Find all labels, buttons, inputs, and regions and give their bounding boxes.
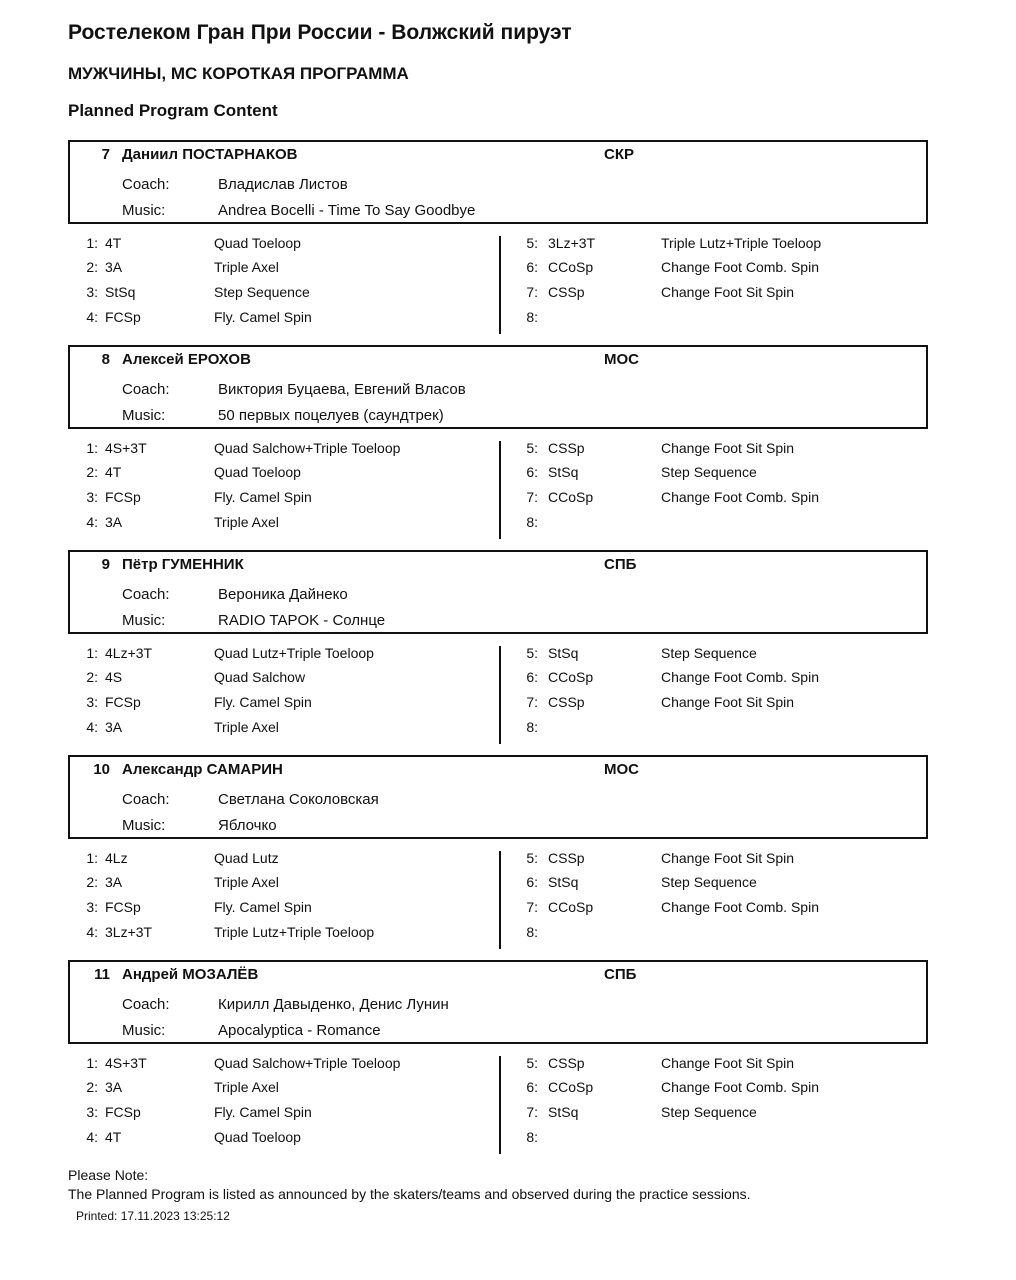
- element-code: 4Lz: [105, 850, 128, 866]
- coach-name: Кирилл Давыденко, Денис Лунин: [218, 996, 449, 1013]
- element-code: 3Lz+3T: [105, 924, 153, 940]
- skater-name: Пётр ГУМЕННИК: [122, 556, 244, 573]
- element-number: 5:: [526, 235, 538, 251]
- element-description: Triple Axel: [214, 259, 279, 275]
- coach-name: Вероника Дайнеко: [218, 586, 348, 603]
- element-number: 8:: [526, 719, 538, 735]
- element-code: 4T: [105, 235, 122, 251]
- element-code: FCSp: [105, 309, 141, 325]
- element-description: Quad Salchow+Triple Toeloop: [214, 1055, 401, 1071]
- element-number: 8:: [526, 514, 538, 530]
- element-code: FCSp: [105, 489, 141, 505]
- element-number: 8:: [526, 309, 538, 325]
- element-code: CSSp: [548, 284, 585, 300]
- column-divider: [499, 1056, 501, 1154]
- element-code: CCoSp: [548, 489, 594, 505]
- skater-club: СПБ: [604, 556, 637, 573]
- column-divider: [499, 851, 501, 949]
- element-number: 4:: [86, 514, 98, 530]
- element-code: 4S: [105, 669, 123, 685]
- element-description: Step Sequence: [214, 284, 310, 300]
- music-label: Music:: [122, 407, 166, 424]
- element-number: 2:: [86, 464, 98, 480]
- element-description: Triple Lutz+Triple Toeloop: [214, 924, 375, 940]
- element-number: 3:: [86, 899, 98, 915]
- element-description: Change Foot Sit Spin: [661, 850, 795, 866]
- elements-list: [68, 550, 928, 735]
- coach-label: Coach:: [122, 381, 170, 398]
- element-code: CCoSp: [548, 899, 594, 915]
- element-description: Fly. Camel Spin: [214, 899, 312, 915]
- coach-name: Светлана Соколовская: [218, 791, 379, 808]
- element-code: StSq: [105, 284, 136, 300]
- element-number: 6:: [526, 464, 538, 480]
- music-title: Яблочко: [218, 817, 277, 834]
- element-description: Triple Axel: [214, 874, 279, 890]
- element-description: Step Sequence: [661, 874, 757, 890]
- element-code: StSq: [548, 645, 579, 661]
- element-description: Fly. Camel Spin: [214, 309, 312, 325]
- skater-name: Алексей ЕРОХОВ: [122, 351, 251, 368]
- element-number: 4:: [86, 1129, 98, 1145]
- element-description: Change Foot Comb. Spin: [661, 259, 819, 275]
- skater-club: МОС: [604, 351, 639, 368]
- skater-name: Даниил ПОСТАРНАКОВ: [122, 146, 298, 163]
- element-number: 2:: [86, 259, 98, 275]
- skater-start-number: 11: [94, 966, 110, 983]
- element-code: 4T: [105, 1129, 122, 1145]
- element-description: Step Sequence: [661, 645, 757, 661]
- element-description: Quad Salchow+Triple Toeloop: [214, 440, 401, 456]
- element-code: CCoSp: [548, 669, 594, 685]
- skater-club: МОС: [604, 761, 639, 778]
- element-number: 7:: [526, 489, 538, 505]
- element-number: 3:: [86, 1104, 98, 1120]
- element-description: Change Foot Sit Spin: [661, 284, 795, 300]
- element-code: FCSp: [105, 694, 141, 710]
- element-number: 5:: [526, 1055, 538, 1071]
- element-number: 5:: [526, 850, 538, 866]
- element-code: 4S+3T: [105, 1055, 147, 1071]
- element-description: Change Foot Comb. Spin: [661, 489, 819, 505]
- document-title: Ростелеком Гран При России - Волжский пируэт: [68, 21, 572, 44]
- element-description: Triple Lutz+Triple Toeloop: [661, 235, 822, 251]
- skater-club: СКР: [604, 146, 634, 163]
- element-code: CSSp: [548, 850, 585, 866]
- element-number: 1:: [86, 850, 98, 866]
- element-code: 3Lz+3T: [548, 235, 596, 251]
- music-title: Andrea Bocelli - Time To Say Goodbye: [218, 202, 476, 219]
- music-title: RADIO TAPOK - Солнце: [218, 612, 386, 629]
- column-divider: [499, 441, 501, 539]
- element-code: StSq: [548, 874, 579, 890]
- element-number: 1:: [86, 235, 98, 251]
- element-description: Change Foot Comb. Spin: [661, 899, 819, 915]
- element-description: Change Foot Comb. Spin: [661, 1079, 819, 1095]
- element-number: 2:: [86, 874, 98, 890]
- music-label: Music:: [122, 612, 166, 629]
- element-code: CSSp: [548, 694, 585, 710]
- element-description: Change Foot Comb. Spin: [661, 669, 819, 685]
- element-code: FCSp: [105, 899, 141, 915]
- element-number: 6:: [526, 874, 538, 890]
- music-label: Music:: [122, 817, 166, 834]
- element-number: 3:: [86, 489, 98, 505]
- element-description: Quad Toeloop: [214, 235, 301, 251]
- printed-timestamp: Printed: 17.11.2023 13:25:12: [76, 1209, 230, 1223]
- element-code: 3A: [105, 719, 123, 735]
- element-description: Step Sequence: [661, 464, 757, 480]
- element-number: 5:: [526, 440, 538, 456]
- note-label: Please Note:: [68, 1167, 149, 1183]
- element-number: 3:: [86, 694, 98, 710]
- element-code: 3A: [105, 874, 123, 890]
- coach-label: Coach:: [122, 586, 170, 603]
- element-code: 4Lz+3T: [105, 645, 153, 661]
- element-description: Fly. Camel Spin: [214, 489, 312, 505]
- section-title: Planned Program Content: [68, 101, 278, 120]
- elements-list: [68, 345, 928, 530]
- element-description: Triple Axel: [214, 514, 279, 530]
- element-number: 7:: [526, 694, 538, 710]
- element-number: 8:: [526, 1129, 538, 1145]
- element-code: CSSp: [548, 1055, 585, 1071]
- element-description: Quad Lutz: [214, 850, 279, 866]
- element-number: 4:: [86, 309, 98, 325]
- column-divider: [499, 236, 501, 334]
- element-code: StSq: [548, 464, 579, 480]
- element-number: 1:: [86, 440, 98, 456]
- element-description: Change Foot Sit Spin: [661, 694, 795, 710]
- element-number: 6:: [526, 1079, 538, 1095]
- music-title: 50 первых поцелуев (саундтрек): [218, 407, 444, 424]
- skater-start-number: 7: [101, 146, 110, 163]
- music-label: Music:: [122, 1022, 166, 1039]
- element-description: Step Sequence: [661, 1104, 757, 1120]
- element-code: 3A: [105, 514, 123, 530]
- element-number: 4:: [86, 924, 98, 940]
- elements-list: [68, 755, 928, 940]
- skater-start-number: 10: [93, 761, 110, 778]
- coach-label: Coach:: [122, 996, 170, 1013]
- element-description: Quad Salchow: [214, 669, 306, 685]
- element-code: CCoSp: [548, 1079, 594, 1095]
- element-code: FCSp: [105, 1104, 141, 1120]
- element-code: StSq: [548, 1104, 579, 1120]
- coach-name: Владислав Листов: [218, 176, 348, 193]
- element-number: 7:: [526, 284, 538, 300]
- coach-label: Coach:: [122, 791, 170, 808]
- element-description: Quad Lutz+Triple Toeloop: [214, 645, 374, 661]
- column-divider: [499, 646, 501, 744]
- element-code: 4S+3T: [105, 440, 147, 456]
- elements-list: [68, 960, 928, 1145]
- element-number: 4:: [86, 719, 98, 735]
- element-description: Change Foot Sit Spin: [661, 440, 795, 456]
- music-label: Music:: [122, 202, 166, 219]
- skater-name: Андрей МОЗАЛЁВ: [122, 966, 259, 983]
- event-subtitle: МУЖЧИНЫ, МС КОРОТКАЯ ПРОГРАММА: [68, 64, 409, 83]
- element-description: Quad Toeloop: [214, 1129, 301, 1145]
- coach-label: Coach:: [122, 176, 170, 193]
- skater-club: СПБ: [604, 966, 637, 983]
- skater-start-number: 9: [101, 556, 110, 573]
- elements-list: [68, 140, 928, 325]
- element-number: 2:: [86, 1079, 98, 1095]
- element-number: 6:: [526, 259, 538, 275]
- element-code: CSSp: [548, 440, 585, 456]
- element-number: 2:: [86, 669, 98, 685]
- music-title: Apocalyptica - Romance: [218, 1022, 381, 1039]
- element-code: 3A: [105, 1079, 123, 1095]
- element-code: CCoSp: [548, 259, 594, 275]
- element-number: 5:: [526, 645, 538, 661]
- element-description: Fly. Camel Spin: [214, 1104, 312, 1120]
- skater-start-number: 8: [101, 351, 110, 368]
- element-number: 3:: [86, 284, 98, 300]
- element-description: Quad Toeloop: [214, 464, 301, 480]
- element-code: 4T: [105, 464, 122, 480]
- coach-name: Виктория Буцаева, Евгений Власов: [218, 381, 466, 398]
- note-text: The Planned Program is listed as announced by the skaters/teams and observed during the practice sessions.: [68, 1186, 751, 1202]
- element-description: Triple Axel: [214, 719, 279, 735]
- element-number: 7:: [526, 899, 538, 915]
- element-number: 7:: [526, 1104, 538, 1120]
- element-description: Triple Axel: [214, 1079, 279, 1095]
- element-number: 8:: [526, 924, 538, 940]
- element-description: Change Foot Sit Spin: [661, 1055, 795, 1071]
- element-number: 1:: [86, 645, 98, 661]
- element-number: 1:: [86, 1055, 98, 1071]
- element-code: 3A: [105, 259, 123, 275]
- skater-name: Александр САМАРИН: [122, 761, 283, 778]
- element-description: Fly. Camel Spin: [214, 694, 312, 710]
- element-number: 6:: [526, 669, 538, 685]
